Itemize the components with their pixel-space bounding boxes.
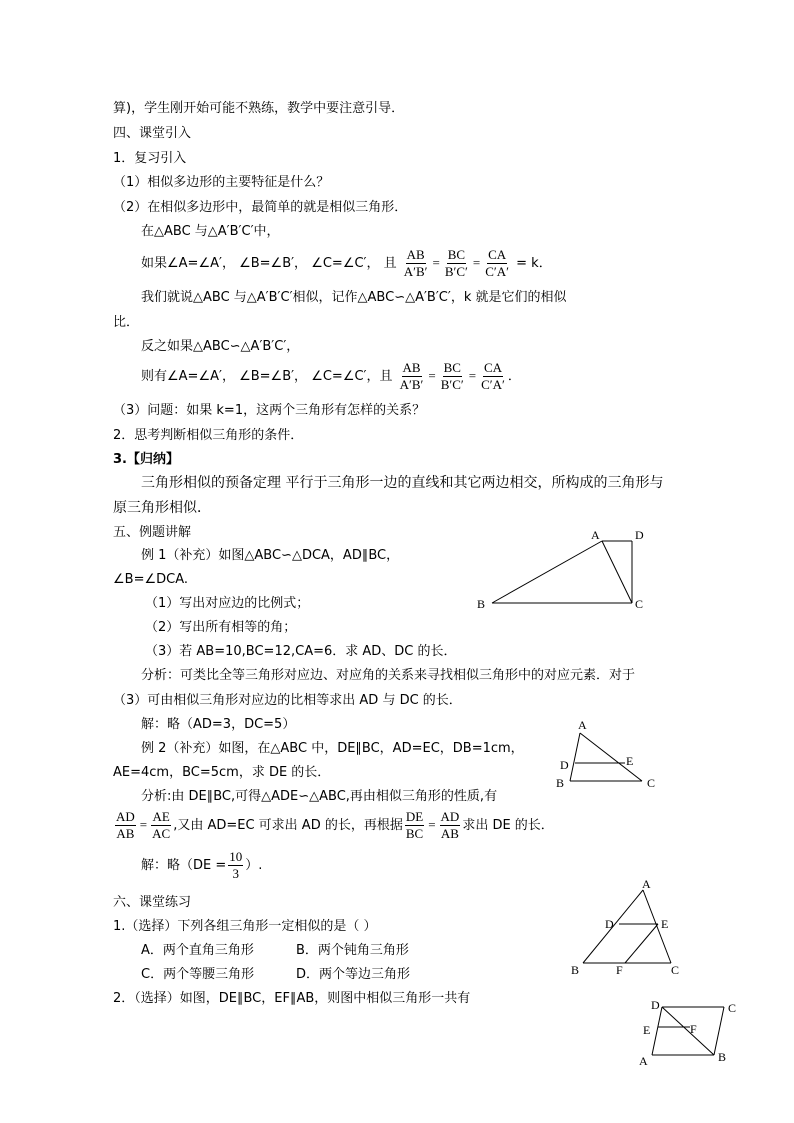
text-segment: ． — [507, 369, 521, 384]
text-line: 反之如果△ABC∽△A′B′C′， — [141, 339, 300, 354]
equals-sign: = — [472, 255, 481, 270]
segment-ab — [570, 733, 580, 781]
proportion-line — [141, 245, 552, 282]
theorem-text: 原三角形相似． — [113, 500, 211, 516]
text-line: 比． — [113, 315, 140, 330]
text-line: 算)，学生刚开始可能不熟练，教学中要注意引导． — [113, 101, 405, 116]
point-label-b: B — [556, 776, 565, 790]
fraction: $\frac{AD}{AB}$ — [440, 809, 460, 841]
figure-example-2 — [550, 715, 665, 793]
choice-b: B．两个钝角三角形 — [296, 943, 409, 958]
text-line: （1）相似多边形的主要特征是什么？ — [113, 175, 330, 190]
point-label-d: D — [560, 758, 569, 772]
fraction: $\frac{BC}{B'C'}$ — [440, 360, 464, 392]
subheading: 3.【归纳】 — [113, 452, 179, 467]
figure-example-1 — [470, 522, 660, 617]
point-label-a: A — [639, 1054, 648, 1068]
solution-line — [141, 847, 262, 885]
text-line: （3）可由相似三角形对应边的比相等求出 AD 与 DC 的长． — [113, 693, 462, 708]
point-label-c: C — [728, 1001, 737, 1015]
choice-c: C．两个等腰三角形 — [141, 967, 255, 982]
theorem-text: 三角形相似的预备定理 平行于三角形一边的直线和其它两边相交，所构成的三角形与 — [141, 475, 664, 491]
point-label-e: E — [643, 1023, 651, 1037]
text-segment: 则有∠A=∠A′， ∠B=∠B′， ∠C=∠C′，且 — [141, 369, 393, 384]
fraction: $\frac{CA}{C'A'}$ — [485, 247, 509, 279]
segment-da — [652, 1007, 662, 1055]
figure-exercise-2 — [630, 995, 745, 1070]
fraction: $\frac{CA}{C'A'}$ — [481, 360, 505, 392]
point-label-f: F — [690, 1022, 697, 1036]
choice-d: D．两个等边三角形 — [296, 967, 411, 982]
point-label-b: B — [571, 963, 580, 977]
segment-db — [662, 1007, 714, 1055]
text-line: （3）问题：如果 k=1，这两个三角形有怎样的关系？ — [113, 403, 426, 418]
point-label-b: B — [718, 1050, 727, 1064]
equals-sign: = — [468, 368, 477, 383]
point-label-d: D — [651, 998, 660, 1012]
figure-exercise-1 — [565, 878, 690, 978]
text-segment: 如果∠A=∠A′， ∠B=∠B′， ∠C=∠C′， 且 — [141, 256, 397, 271]
segment-cb — [714, 1007, 724, 1055]
segment-ab — [492, 541, 602, 603]
equals-sign: = — [428, 368, 436, 383]
equals-sign: = — [139, 817, 148, 832]
point-label-d: D — [605, 917, 614, 931]
text-line: 分析:由 DE∥BC,可得△ADE∽△ABC,再由相似三角形的性质,有 — [141, 789, 498, 804]
fraction: $\frac{AB}{A'B'}$ — [399, 360, 424, 392]
example-text: 例 1（补充）如图△ABC∽△DCA，AD∥BC， — [141, 548, 400, 563]
proportion-line — [141, 358, 521, 395]
question-item: （3）若 AB=10,BC=12,CA=6．求 AD、DC 的长． — [145, 644, 457, 659]
segment-ef — [625, 924, 658, 963]
point-label-a: A — [642, 878, 651, 891]
solution-text: 解：略（AD=3，DC=5） — [141, 717, 296, 732]
point-label-c: C — [671, 963, 680, 977]
text-line: 我们就说△ABC 与△A′B′C′相似，记作△ABC∽△A′B′C′，k 就是它们的相似 — [141, 290, 567, 305]
text-line: 2．思考判断相似三角形的条件． — [113, 428, 304, 443]
point-label-a: A — [578, 718, 587, 732]
proportion-line — [113, 806, 554, 845]
fraction: $\frac{10}{3}$ — [229, 849, 243, 881]
text-segment: 解：略（DE = — [141, 858, 227, 873]
text-segment: = k． — [516, 256, 552, 271]
equals-sign: = — [428, 817, 436, 832]
point-label-f: F — [616, 963, 623, 977]
example-text: AE=4cm，BC=5cm，求 DE 的长． — [113, 765, 331, 780]
exercise-question: 1.（选择）下列各组三角形一定相似的是（ ） — [113, 919, 377, 934]
text-segment: ）. — [245, 858, 263, 873]
point-label-d: D — [635, 528, 644, 542]
fraction: $\frac{BC}{B'C'}$ — [444, 247, 468, 279]
fraction: $\frac{AB}{A'B'}$ — [403, 247, 428, 279]
point-label-c: C — [635, 597, 644, 611]
example-text: 例 2（补充）如图，在△ABC 中，DE∥BC，AD=EC，DB=1cm， — [141, 741, 524, 756]
text-line: 分析：可类比全等三角形对应边、对应角的关系来寻找相似三角形中的对应元素．对于 — [141, 668, 636, 683]
text-segment: ,又由 AD=EC 可求出 AD 的长，再根据 — [173, 818, 403, 833]
point-label-a: A — [591, 528, 600, 542]
example-text: ∠B=∠DCA. — [113, 572, 189, 587]
point-label-e: E — [626, 754, 634, 768]
exercise-question: 2．（选择）如图，DE∥BC，EF∥AB，则图中相似三角形一共有 — [113, 991, 471, 1006]
section-heading: 六、课堂练习 — [113, 895, 192, 910]
section-heading: 四、课堂引入 — [113, 126, 192, 141]
point-label-b: B — [477, 597, 486, 611]
fraction: $\frac{AE}{AC}$ — [152, 809, 171, 841]
choice-a: A．两个直角三角形 — [141, 943, 254, 958]
question-item: （1）写出对应边的比例式； — [145, 596, 310, 611]
fraction: $\frac{DE}{BC}$ — [405, 809, 424, 841]
subheading: 1．复习引入 — [113, 151, 187, 166]
section-heading: 五、例题讲解 — [113, 525, 192, 540]
point-label-c: C — [647, 776, 656, 790]
text-line: （2）在相似多边形中，最简单的就是相似三角形． — [113, 200, 408, 215]
question-item: （2）写出所有相等的角； — [145, 620, 297, 635]
segment-ac — [602, 541, 632, 603]
text-line: 在△ABC 与△A′B′C′中， — [141, 224, 280, 239]
point-label-e: E — [661, 917, 669, 931]
text-segment: 求出 DE 的长． — [462, 818, 554, 833]
equals-sign: = — [432, 255, 440, 270]
fraction: $\frac{AD}{AB}$ — [116, 809, 135, 841]
